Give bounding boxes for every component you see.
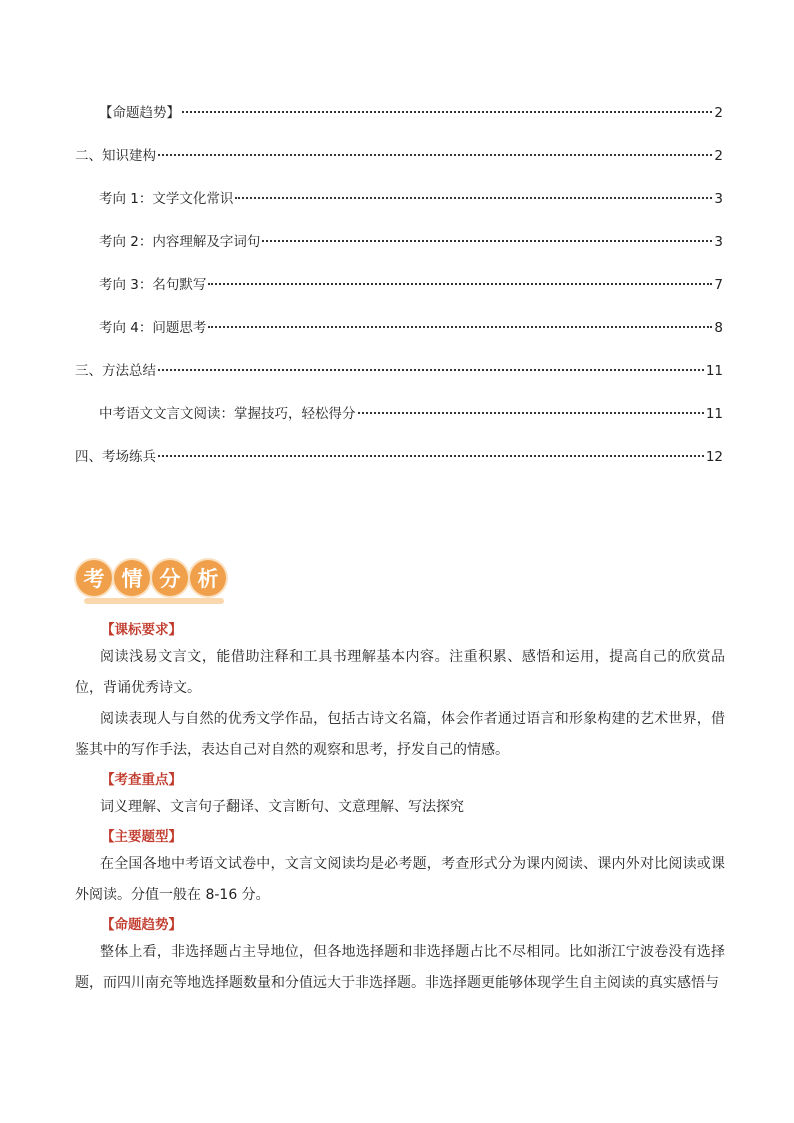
toc-leader-dots	[235, 197, 712, 199]
banner-char: 分	[152, 560, 188, 596]
toc-leader-dots	[358, 412, 704, 414]
toc-leader-dots	[158, 369, 704, 371]
section-heading: 【命题趋势】	[101, 917, 182, 933]
banner-underline	[84, 598, 224, 604]
toc-entry-title: 中考语文文言文阅读：掌握技巧，轻松得分	[99, 406, 356, 422]
paragraph: 阅读浅易文言文，能借助注释和工具书理解基本内容。注重积累、感悟和运用，提高自己的欣赏品位，背诵优秀诗文。	[75, 649, 725, 696]
toc-entry[interactable]	[75, 189, 723, 232]
toc-entry[interactable]	[75, 447, 723, 490]
toc-entry-title: 考向 3：名句默写	[99, 277, 207, 293]
section-heading: 【考查重点】	[101, 772, 182, 788]
toc-entry[interactable]	[75, 275, 723, 318]
toc-leader-dots	[208, 283, 712, 285]
section-heading: 【主要题型】	[101, 829, 182, 845]
toc-entry-page: 3	[714, 234, 723, 250]
toc-entry-title: 考向 2：内容理解及字词句	[99, 234, 261, 250]
paragraph: 在全国各地中考语文试卷中，文言文阅读均是必考题，考查形式分为课内阅读、课内外对比阅读或课外阅读。分值一般在 8-16 分。	[75, 856, 725, 903]
table-of-contents	[75, 103, 723, 490]
toc-entry-page: 11	[705, 363, 723, 379]
toc-leader-dots	[262, 240, 712, 242]
paragraph: 阅读表现人与自然的优秀文学作品，包括古诗文名篇，体会作者通过语言和形象构建的艺术世界，借鉴其中的写作手法，表达自己对自然的观察和思考，抒发自己的情感。	[75, 711, 725, 758]
analysis-content	[75, 618, 725, 999]
toc-entry[interactable]	[75, 404, 723, 447]
toc-entry-title: 二、知识建构	[75, 148, 156, 164]
toc-entry[interactable]	[75, 361, 723, 404]
toc-entry-title: 考向 1：文学文化常识	[99, 191, 234, 207]
section-banner	[76, 556, 236, 606]
toc-entry-page: 11	[705, 406, 723, 422]
toc-entry[interactable]	[75, 103, 723, 146]
toc-entry-page: 2	[714, 105, 723, 121]
toc-entry-page: 3	[714, 191, 723, 207]
banner-char: 析	[190, 560, 226, 596]
toc-entry-title: 【命题趋势】	[99, 105, 180, 121]
toc-entry-title: 四、考场练兵	[75, 449, 156, 465]
toc-entry-page: 2	[714, 148, 723, 164]
toc-leader-dots	[158, 154, 712, 156]
banner-char: 情	[114, 560, 150, 596]
toc-entry-page: 8	[714, 320, 723, 336]
toc-leader-dots	[208, 326, 712, 328]
toc-entry-page: 7	[714, 277, 723, 293]
banner-char: 考	[76, 560, 112, 596]
toc-leader-dots	[158, 455, 704, 457]
paragraph: 整体上看，非选择题占主导地位，但各地选择题和非选择题占比不尽相同。比如浙江宁波卷没有选择题，而四川南充等地选择题数量和分值远大于非选择题。非选择题更能够体现学生自主阅读的真实感悟与	[75, 944, 725, 991]
toc-entry[interactable]	[75, 318, 723, 361]
toc-entry[interactable]	[75, 232, 723, 275]
toc-leader-dots	[182, 111, 712, 113]
toc-entry-title: 三、方法总结	[75, 363, 156, 379]
paragraph: 词义理解、文言句子翻译、文言断句、文意理解、写法探究	[100, 799, 464, 815]
toc-entry-title: 考向 4：问题思考	[99, 320, 207, 336]
section-heading: 【课标要求】	[101, 622, 182, 638]
toc-entry[interactable]	[75, 146, 723, 189]
toc-entry-page: 12	[705, 449, 723, 465]
